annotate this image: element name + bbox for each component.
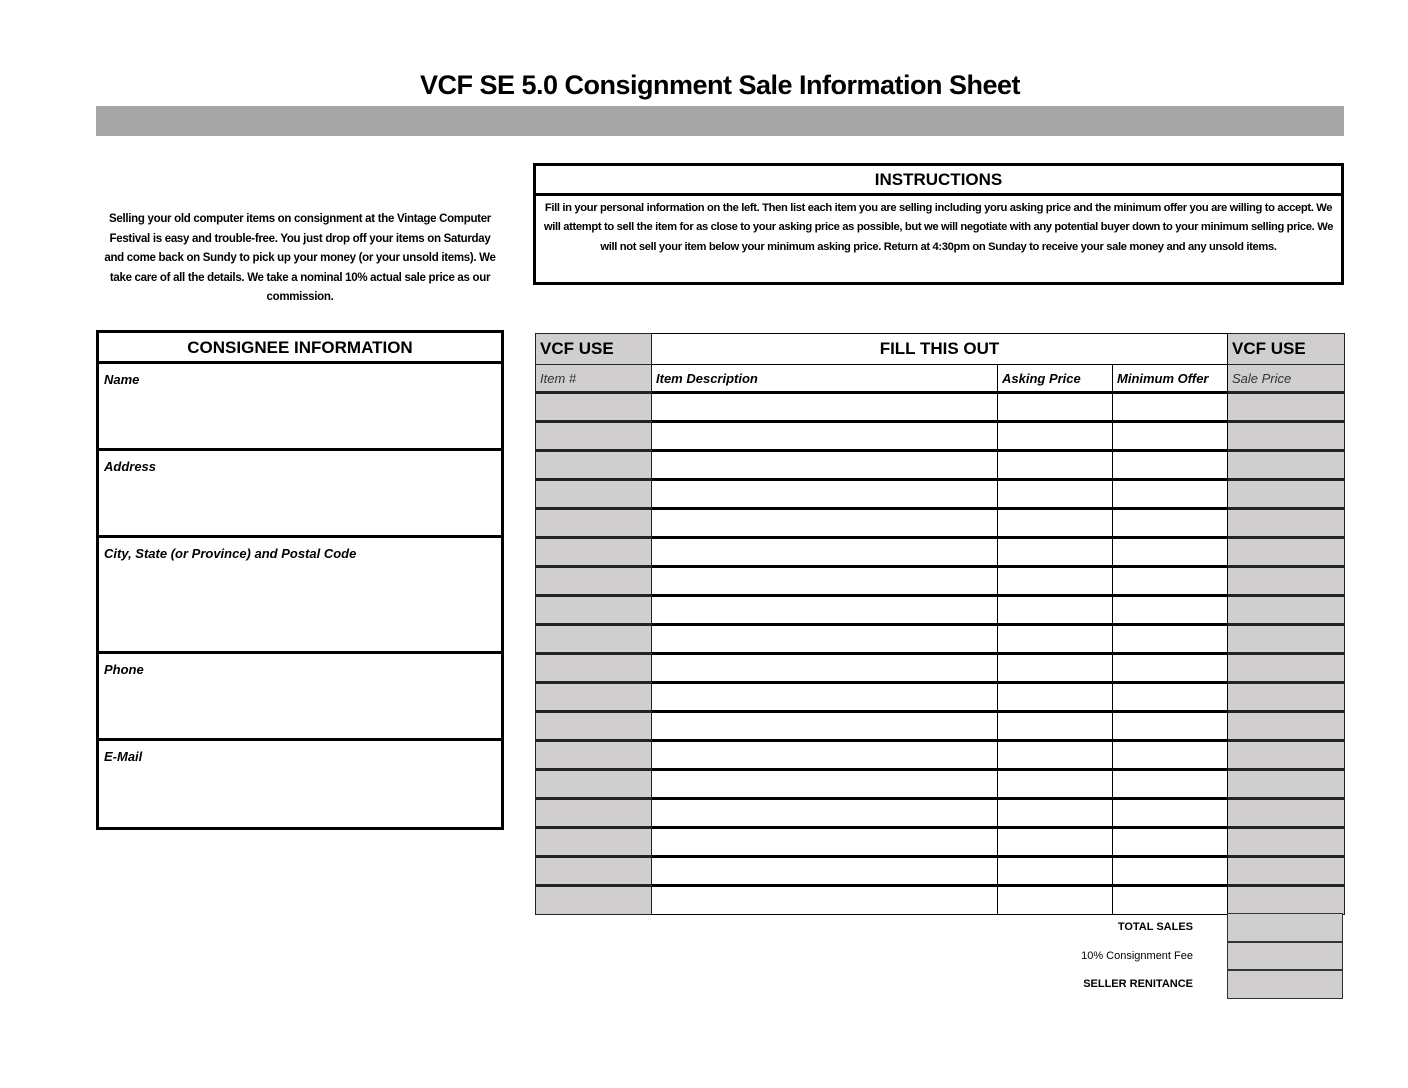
totals-section: [1000, 913, 1344, 999]
sale-price-cell[interactable]: [1228, 886, 1345, 915]
asking-price-cell[interactable]: [998, 828, 1113, 857]
item-row: [536, 451, 1345, 480]
consignment-fee-label: 10% Consignment Fee: [1081, 949, 1193, 962]
item-description-cell[interactable]: [652, 654, 998, 683]
minimum-offer-cell[interactable]: [1113, 480, 1228, 509]
col-sale-price: Sale Price: [1228, 365, 1345, 393]
sale-price-cell[interactable]: [1228, 596, 1345, 625]
asking-price-cell[interactable]: [998, 393, 1113, 422]
item-row: [536, 886, 1345, 915]
item-description-cell[interactable]: [652, 828, 998, 857]
minimum-offer-cell[interactable]: [1113, 712, 1228, 741]
title-divider-bar: [96, 106, 1344, 136]
asking-price-cell[interactable]: [998, 567, 1113, 596]
address-label: Address: [104, 459, 157, 474]
item-row: [536, 712, 1345, 741]
item-description-cell[interactable]: [652, 857, 998, 886]
asking-price-cell[interactable]: [998, 596, 1113, 625]
item-row: [536, 393, 1345, 422]
item-description-cell[interactable]: [652, 480, 998, 509]
item-row: [536, 509, 1345, 538]
item-number-cell[interactable]: [536, 857, 652, 886]
item-row: [536, 799, 1345, 828]
minimum-offer-cell[interactable]: [1113, 509, 1228, 538]
asking-price-cell[interactable]: [998, 770, 1113, 799]
sale-price-cell[interactable]: [1228, 567, 1345, 596]
minimum-offer-cell[interactable]: [1113, 538, 1228, 567]
sale-price-cell[interactable]: [1228, 422, 1345, 451]
item-number-cell[interactable]: [536, 480, 652, 509]
item-row: [536, 480, 1345, 509]
item-description-cell[interactable]: [652, 741, 998, 770]
item-description-cell[interactable]: [652, 625, 998, 654]
item-row: [536, 828, 1345, 857]
minimum-offer-cell[interactable]: [1113, 886, 1228, 915]
minimum-offer-cell[interactable]: [1113, 770, 1228, 799]
minimum-offer-cell[interactable]: [1113, 654, 1228, 683]
item-number-cell[interactable]: [536, 538, 652, 567]
item-row: [536, 683, 1345, 712]
name-field[interactable]: [99, 364, 501, 451]
item-number-cell[interactable]: [536, 625, 652, 654]
sale-price-cell[interactable]: [1228, 654, 1345, 683]
col-item-number: Item #: [536, 365, 652, 393]
asking-price-cell[interactable]: [998, 451, 1113, 480]
item-row: [536, 770, 1345, 799]
asking-price-cell[interactable]: [998, 886, 1113, 915]
item-description-cell[interactable]: [652, 886, 998, 915]
asking-price-cell[interactable]: [998, 683, 1113, 712]
asking-price-cell[interactable]: [998, 480, 1113, 509]
email-field[interactable]: [99, 741, 501, 827]
minimum-offer-cell[interactable]: [1113, 422, 1228, 451]
phone-field[interactable]: [99, 654, 501, 741]
minimum-offer-cell[interactable]: [1113, 741, 1228, 770]
minimum-offer-cell[interactable]: [1113, 799, 1228, 828]
minimum-offer-cell[interactable]: [1113, 857, 1228, 886]
sale-price-cell[interactable]: [1228, 625, 1345, 654]
item-row: [536, 422, 1345, 451]
asking-price-cell[interactable]: [998, 538, 1113, 567]
instructions-body: Fill in your personal information on the left. Then list each item you are selling including yoru asking price and the minimum offer you are willing to accept. We will attempt to sell the item for as close to your asking price as possible, but we will negotiate with any potential buyer down to your minimum selling price. We will not sell your item below your minimum asking price. Return at 4:30pm on Sunday to receive your sale money and any unsold items.: [543, 202, 1334, 253]
minimum-offer-cell[interactable]: [1113, 683, 1228, 712]
sale-price-cell[interactable]: [1228, 683, 1345, 712]
instructions-box: [533, 163, 1344, 285]
item-description-cell[interactable]: [652, 509, 998, 538]
page-title: VCF SE 5.0 Consignment Sale Information Sheet: [419, 70, 1021, 100]
item-description-cell[interactable]: [652, 596, 998, 625]
seller-remittance-cell[interactable]: [1227, 970, 1343, 999]
sale-price-cell[interactable]: [1228, 509, 1345, 538]
items-table: [535, 333, 1345, 915]
item-row: [536, 654, 1345, 683]
asking-price-cell[interactable]: [998, 741, 1113, 770]
intro-text: Selling your old computer items on consignment at the Vintage Computer Festival is easy and trouble-free. You just drop off your items on Saturday and come back on Sundy to pick up your money (or your unsold items). We take care of all the details. We take a nominal 10% actual sale price as our commission.: [104, 213, 496, 303]
item-number-cell[interactable]: [536, 828, 652, 857]
item-row: [536, 857, 1345, 886]
sale-price-cell[interactable]: [1228, 828, 1345, 857]
item-number-cell[interactable]: [536, 712, 652, 741]
item-rows: [536, 393, 1345, 915]
address-field[interactable]: [99, 451, 501, 538]
sale-price-cell[interactable]: [1228, 480, 1345, 509]
asking-price-cell[interactable]: [998, 712, 1113, 741]
item-number-cell[interactable]: [536, 509, 652, 538]
asking-price-cell[interactable]: [998, 509, 1113, 538]
sale-price-cell[interactable]: [1228, 770, 1345, 799]
consignment-fee-cell[interactable]: [1227, 942, 1343, 971]
minimum-offer-cell[interactable]: [1113, 625, 1228, 654]
sale-price-cell[interactable]: [1228, 741, 1345, 770]
minimum-offer-cell[interactable]: [1113, 451, 1228, 480]
sale-price-cell[interactable]: [1228, 393, 1345, 422]
instructions-heading: INSTRUCTIONS: [536, 166, 1341, 196]
minimum-offer-cell[interactable]: [1113, 393, 1228, 422]
item-row: [536, 538, 1345, 567]
item-description-cell[interactable]: [652, 712, 998, 741]
asking-price-cell[interactable]: [998, 654, 1113, 683]
vcf-use-header-right: VCF USE: [1228, 334, 1345, 365]
asking-price-cell[interactable]: [998, 857, 1113, 886]
item-number-cell[interactable]: [536, 799, 652, 828]
item-description-cell[interactable]: [652, 538, 998, 567]
consignee-heading: CONSIGNEE INFORMATION: [99, 333, 501, 364]
item-row: [536, 741, 1345, 770]
item-number-cell[interactable]: [536, 596, 652, 625]
item-number-cell[interactable]: [536, 741, 652, 770]
phone-label: Phone: [104, 662, 144, 677]
item-number-cell[interactable]: [536, 422, 652, 451]
consignee-information-box: [96, 330, 504, 830]
total-sales-cell[interactable]: [1227, 913, 1343, 942]
item-description-cell[interactable]: [652, 683, 998, 712]
sale-price-cell[interactable]: [1228, 799, 1345, 828]
group-header-row: [536, 334, 1345, 365]
item-number-cell[interactable]: [536, 451, 652, 480]
item-description-cell[interactable]: [652, 393, 998, 422]
total-sales-row: [1000, 913, 1344, 942]
asking-price-cell[interactable]: [998, 799, 1113, 828]
name-label: Name: [104, 372, 140, 387]
asking-price-cell[interactable]: [998, 422, 1113, 451]
col-item-description: Item Description: [652, 365, 998, 393]
seller-remittance-row: [1000, 970, 1344, 999]
item-number-cell[interactable]: [536, 567, 652, 596]
item-number-cell[interactable]: [536, 886, 652, 915]
minimum-offer-cell[interactable]: [1113, 596, 1228, 625]
email-label: E-Mail: [104, 749, 143, 764]
vcf-use-header-left: VCF USE: [536, 334, 652, 365]
minimum-offer-cell[interactable]: [1113, 567, 1228, 596]
column-header-row: [536, 365, 1345, 393]
fill-this-out-header: FILL THIS OUT: [652, 334, 1228, 365]
total-sales-label: TOTAL SALES: [1117, 921, 1193, 934]
item-number-cell[interactable]: [536, 683, 652, 712]
col-minimum-offer: Minimum Offer: [1113, 365, 1228, 393]
item-description-cell[interactable]: [652, 799, 998, 828]
consignment-fee-row: [1000, 942, 1344, 971]
item-row: [536, 596, 1345, 625]
item-description-cell[interactable]: [652, 422, 998, 451]
city-state-postal-field[interactable]: [99, 538, 501, 654]
minimum-offer-cell[interactable]: [1113, 828, 1228, 857]
item-number-cell[interactable]: [536, 770, 652, 799]
item-description-cell[interactable]: [652, 770, 998, 799]
item-description-cell[interactable]: [652, 451, 998, 480]
item-row: [536, 567, 1345, 596]
item-description-cell[interactable]: [652, 567, 998, 596]
col-asking-price: Asking Price: [998, 365, 1113, 393]
asking-price-cell[interactable]: [998, 625, 1113, 654]
sale-price-cell[interactable]: [1228, 451, 1345, 480]
sale-price-cell[interactable]: [1228, 538, 1345, 567]
city-state-postal-label: City, State (or Province) and Postal Code: [104, 546, 357, 561]
item-number-cell[interactable]: [536, 393, 652, 422]
sale-price-cell[interactable]: [1228, 712, 1345, 741]
item-number-cell[interactable]: [536, 654, 652, 683]
item-row: [536, 625, 1345, 654]
seller-remittance-label: SELLER RENITANCE: [1083, 978, 1193, 991]
sale-price-cell[interactable]: [1228, 857, 1345, 886]
